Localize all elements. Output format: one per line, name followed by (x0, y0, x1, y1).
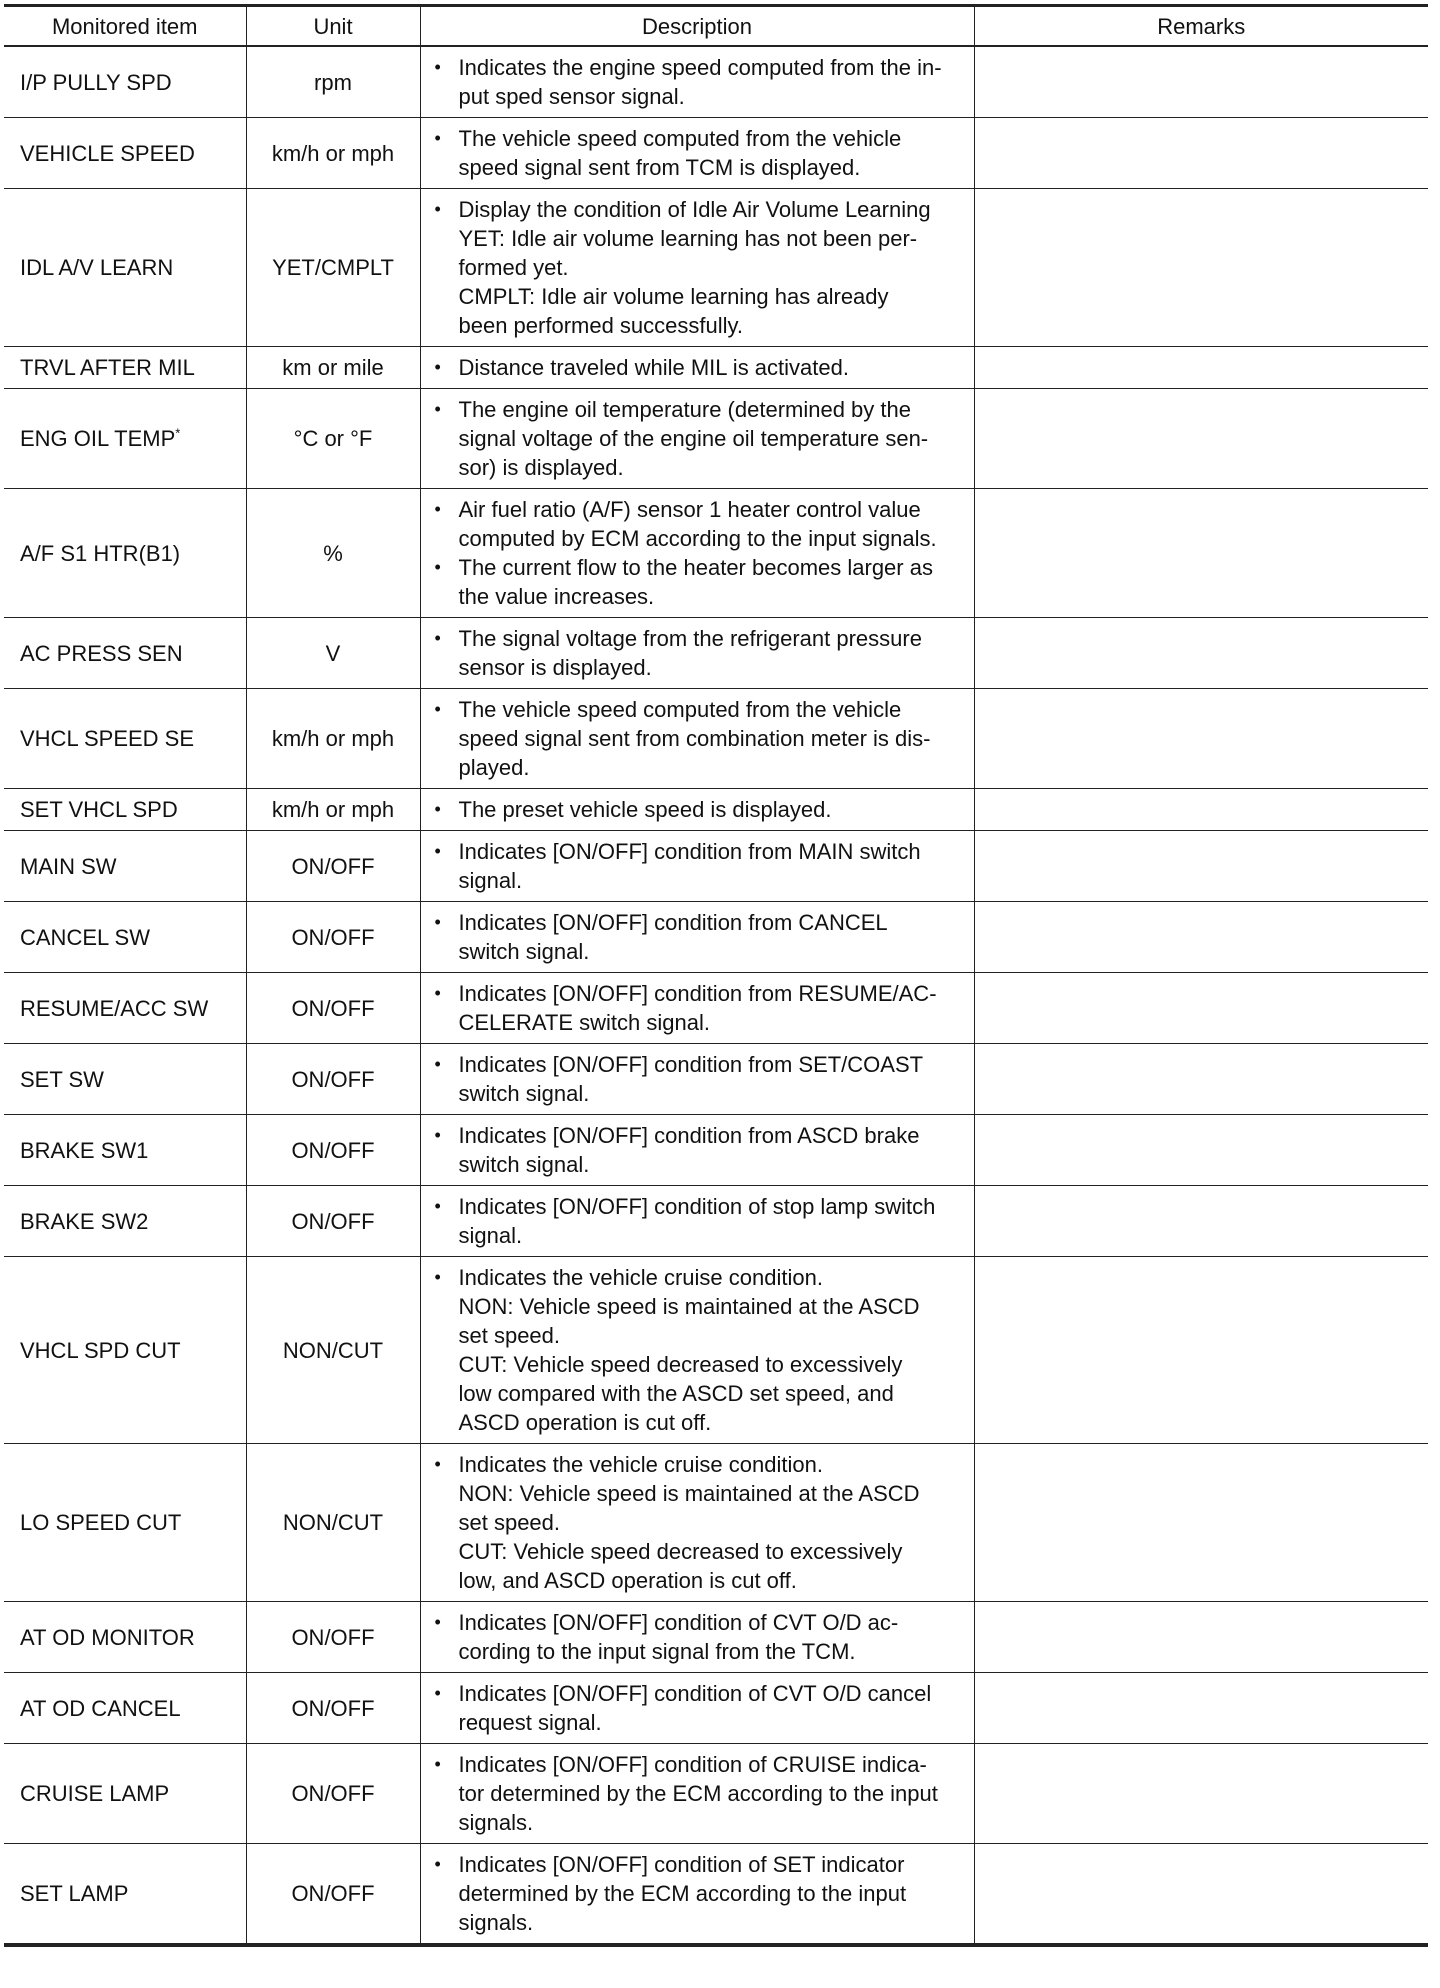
description-line: put sped sensor signal. (458, 84, 685, 109)
table-row (4, 1844, 1428, 1946)
description-line: NON: Vehicle speed is maintained at the ASCD (458, 1294, 920, 1319)
description-cell (420, 831, 974, 902)
description-cell (420, 1602, 974, 1673)
remarks-cell (974, 902, 1428, 973)
remarks-cell (974, 689, 1428, 789)
monitored-item-cell (4, 1186, 246, 1257)
monitored-item-name: LO SPEED CUT (20, 1510, 182, 1535)
remarks-cell (974, 1444, 1428, 1602)
table-row (4, 1115, 1428, 1186)
table-row (4, 1444, 1428, 1602)
unit-cell: km/h or mph (246, 118, 420, 189)
description-bullet-line: • Indicates [ON/OFF] condition from CANCEL (435, 908, 966, 937)
description-line: CMPLT: Idle air volume learning has already (458, 284, 889, 309)
remarks-cell (974, 1844, 1428, 1946)
data-monitor-table (4, 4, 1428, 1947)
monitored-item-cell (4, 1044, 246, 1115)
footnote-marker: * (175, 425, 181, 441)
table-row (4, 689, 1428, 789)
description-cell (420, 973, 974, 1044)
description-cell (420, 347, 974, 389)
description-bullet-line: • Indicates [ON/OFF] condition of SET indicator (435, 1850, 966, 1879)
description-cell (420, 902, 974, 973)
table-row (4, 1044, 1428, 1115)
monitored-item-name: BRAKE SW1 (20, 1137, 149, 1163)
table-header-row (4, 6, 1428, 47)
description-line: been performed successfully. (458, 313, 744, 338)
remarks-cell (974, 46, 1428, 118)
monitored-item-cell (4, 1673, 246, 1744)
table-row (4, 789, 1428, 831)
remarks-cell (974, 1673, 1428, 1744)
monitored-item-name: A/F S1 HTR(B1) (20, 540, 181, 566)
description-bullet-line: • Indicates [ON/OFF] condition of CRUISE indica- (435, 1750, 966, 1779)
description-line: sensor is displayed. (458, 655, 652, 680)
description-bullet-line: • Air fuel ratio (A/F) sensor 1 heater control value (435, 495, 966, 524)
description-line: sor) is displayed. (458, 455, 624, 480)
description-line: signal voltage of the engine oil temperature sen- (458, 426, 929, 451)
table-row (4, 1744, 1428, 1844)
unit-cell: ON/OFF (246, 902, 420, 973)
unit-cell: ON/OFF (246, 1844, 420, 1946)
unit-cell: rpm (246, 46, 420, 118)
description-cell (420, 489, 974, 618)
description-cell (420, 789, 974, 831)
description-bullet-line: • Indicates [ON/OFF] condition from RESUME/AC- (435, 979, 966, 1008)
header-remarks: Remarks (974, 6, 1428, 47)
monitored-item-cell (4, 1744, 246, 1844)
description-line: CUT: Vehicle speed decreased to excessively (458, 1539, 903, 1564)
remarks-cell (974, 1044, 1428, 1115)
monitored-item-cell (4, 46, 246, 118)
description-line: ASCD operation is cut off. (458, 1410, 712, 1435)
monitored-item-name: VEHICLE SPEED (20, 140, 195, 166)
description-bullet-line: • Indicates the vehicle cruise condition. (435, 1450, 966, 1479)
description-line: speed signal sent from TCM is displayed. (458, 155, 861, 180)
table-row (4, 118, 1428, 189)
description-line: CELERATE switch signal. (458, 1010, 710, 1035)
table-row (4, 831, 1428, 902)
unit-cell: YET/CMPLT (246, 189, 420, 347)
description-bullet-line: • Indicates [ON/OFF] condition from ASCD brake (435, 1121, 966, 1150)
description-cell (420, 1844, 974, 1946)
table-body (4, 46, 1428, 1945)
header-unit: Unit (246, 6, 420, 47)
monitored-item-cell (4, 973, 246, 1044)
description-line: computed by ECM according to the input signals. (458, 526, 937, 551)
monitored-item-name: TRVL AFTER MIL (20, 355, 195, 380)
monitored-item-name: MAIN SW (20, 853, 117, 879)
remarks-cell (974, 189, 1428, 347)
monitored-item-cell (4, 489, 246, 618)
table-row (4, 1186, 1428, 1257)
description-line: formed yet. (458, 255, 569, 280)
monitored-item-name: AT OD MONITOR (20, 1624, 195, 1650)
description-bullet-line: • Indicates [ON/OFF] condition from SET/COAST (435, 1050, 966, 1079)
monitored-item-cell (4, 902, 246, 973)
description-line: CUT: Vehicle speed decreased to excessively (458, 1352, 903, 1377)
monitored-item-cell (4, 118, 246, 189)
monitored-item-name: I/P PULLY SPD (20, 69, 172, 95)
monitored-item-cell (4, 389, 246, 489)
header-description: Description (420, 6, 974, 47)
unit-cell: km/h or mph (246, 789, 420, 831)
description-bullet-line: • The vehicle speed computed from the vehicle (435, 124, 966, 153)
monitored-item-name: VHCL SPD CUT (20, 1337, 181, 1363)
remarks-cell (974, 1115, 1428, 1186)
description-line: set speed. (458, 1323, 561, 1348)
description-line: speed signal sent from combination meter is dis- (458, 726, 931, 751)
table-row (4, 618, 1428, 689)
description-line: switch signal. (458, 1152, 590, 1177)
monitored-item-cell (4, 189, 246, 347)
description-cell (420, 1744, 974, 1844)
monitored-item-name: AT OD CANCEL (20, 1695, 181, 1721)
monitored-item-cell (4, 1115, 246, 1186)
table-row (4, 1257, 1428, 1444)
description-line: the value increases. (458, 584, 655, 609)
monitored-item-name: CANCEL SW (20, 924, 150, 950)
unit-cell: km or mile (246, 347, 420, 389)
monitored-item-name: CRUISE LAMP (20, 1781, 170, 1806)
description-bullet-line: • The current flow to the heater becomes larger as (435, 553, 966, 582)
unit-cell: ON/OFF (246, 1186, 420, 1257)
description-bullet-line: • Indicates [ON/OFF] condition from MAIN switch (435, 837, 966, 866)
header-monitored-item: Monitored item (4, 6, 246, 47)
monitored-item-cell (4, 689, 246, 789)
remarks-cell (974, 618, 1428, 689)
remarks-cell (974, 347, 1428, 389)
description-bullet-line: • Indicates [ON/OFF] condition of CVT O/D cancel (435, 1679, 966, 1708)
monitored-item-name: BRAKE SW2 (20, 1208, 149, 1234)
monitored-item-name: SET VHCL SPD (20, 797, 178, 822)
monitored-item-name: AC PRESS SEN (20, 640, 183, 666)
description-cell (420, 1044, 974, 1115)
table-row (4, 347, 1428, 389)
monitored-item-cell (4, 1444, 246, 1602)
unit-cell: °C or °F (246, 389, 420, 489)
description-line: played. (458, 755, 530, 780)
description-line: signals. (458, 1910, 534, 1935)
description-cell (420, 1444, 974, 1602)
description-cell (420, 189, 974, 347)
remarks-cell (974, 1744, 1428, 1844)
unit-cell: km/h or mph (246, 689, 420, 789)
unit-cell: NON/CUT (246, 1444, 420, 1602)
remarks-cell (974, 389, 1428, 489)
table-row (4, 1673, 1428, 1744)
monitored-item-name: RESUME/ACC SW (20, 995, 209, 1021)
unit-cell: ON/OFF (246, 1673, 420, 1744)
remarks-cell (974, 1602, 1428, 1673)
monitored-item-name: IDL A/V LEARN (20, 255, 174, 280)
description-line: set speed. (458, 1510, 561, 1535)
description-cell (420, 1186, 974, 1257)
description-bullet-line: • Indicates the engine speed computed from the in- (435, 53, 966, 82)
remarks-cell (974, 789, 1428, 831)
description-line: signals. (458, 1810, 534, 1835)
description-bullet-line: • Indicates [ON/OFF] condition of CVT O/D ac- (435, 1608, 966, 1637)
description-line: low, and ASCD operation is cut off. (458, 1568, 797, 1593)
description-cell (420, 618, 974, 689)
unit-cell: ON/OFF (246, 1115, 420, 1186)
monitored-item-name: SET SW (20, 1066, 104, 1092)
unit-cell: ON/OFF (246, 1602, 420, 1673)
description-line: low compared with the ASCD set speed, and (458, 1381, 894, 1406)
description-line: switch signal. (458, 939, 590, 964)
description-cell (420, 1115, 974, 1186)
monitored-item-cell (4, 1602, 246, 1673)
description-line: signal. (458, 868, 523, 893)
unit-cell: ON/OFF (246, 1044, 420, 1115)
description-bullet-line: • Indicates the vehicle cruise condition. (435, 1263, 966, 1292)
monitored-item-cell (4, 1844, 246, 1946)
description-line: tor determined by the ECM according to the input (458, 1781, 938, 1806)
description-line: NON: Vehicle speed is maintained at the ASCD (458, 1481, 920, 1506)
unit-cell: ON/OFF (246, 973, 420, 1044)
unit-cell: NON/CUT (246, 1257, 420, 1444)
remarks-cell (974, 1186, 1428, 1257)
unit-cell: % (246, 489, 420, 618)
monitored-item-cell (4, 831, 246, 902)
table-row (4, 1602, 1428, 1673)
table-row (4, 973, 1428, 1044)
table-row (4, 46, 1428, 118)
description-line: signal. (458, 1223, 523, 1248)
unit-cell: ON/OFF (246, 831, 420, 902)
unit-cell: ON/OFF (246, 1744, 420, 1844)
description-bullet-line: • The signal voltage from the refrigerant pressure (435, 624, 966, 653)
monitored-item-cell (4, 347, 246, 389)
monitored-item-cell (4, 1257, 246, 1444)
description-bullet-line: • Indicates [ON/OFF] condition of stop lamp switch (435, 1192, 966, 1221)
description-bullet-line: • Distance traveled while MIL is activated. (435, 353, 966, 382)
remarks-cell (974, 118, 1428, 189)
description-cell (420, 689, 974, 789)
unit-cell: V (246, 618, 420, 689)
description-cell (420, 46, 974, 118)
description-bullet-line: • The vehicle speed computed from the vehicle (435, 695, 966, 724)
description-line: YET: Idle air volume learning has not been per- (458, 226, 918, 251)
monitored-item-name: SET LAMP (20, 1881, 129, 1906)
monitored-item-cell (4, 618, 246, 689)
monitored-item-cell (4, 789, 246, 831)
description-bullet-line: • Display the condition of Idle Air Volume Learning (435, 195, 966, 224)
table-row (4, 389, 1428, 489)
remarks-cell (974, 489, 1428, 618)
table-row (4, 902, 1428, 973)
description-bullet-line: • The preset vehicle speed is displayed. (435, 795, 966, 824)
monitored-item-name: ENG OIL TEMP (20, 426, 176, 451)
table-row (4, 189, 1428, 347)
table-row (4, 489, 1428, 618)
description-cell (420, 1257, 974, 1444)
description-bullet-line: • The engine oil temperature (determined by the (435, 395, 966, 424)
description-cell (420, 389, 974, 489)
monitored-item-name: VHCL SPEED SE (20, 726, 195, 751)
description-cell (420, 1673, 974, 1744)
remarks-cell (974, 1257, 1428, 1444)
remarks-cell (974, 973, 1428, 1044)
description-line: switch signal. (458, 1081, 590, 1106)
description-line: request signal. (458, 1710, 602, 1735)
description-line: cording to the input signal from the TCM. (458, 1639, 856, 1664)
description-cell (420, 118, 974, 189)
description-line: determined by the ECM according to the input (458, 1881, 907, 1906)
remarks-cell (974, 831, 1428, 902)
